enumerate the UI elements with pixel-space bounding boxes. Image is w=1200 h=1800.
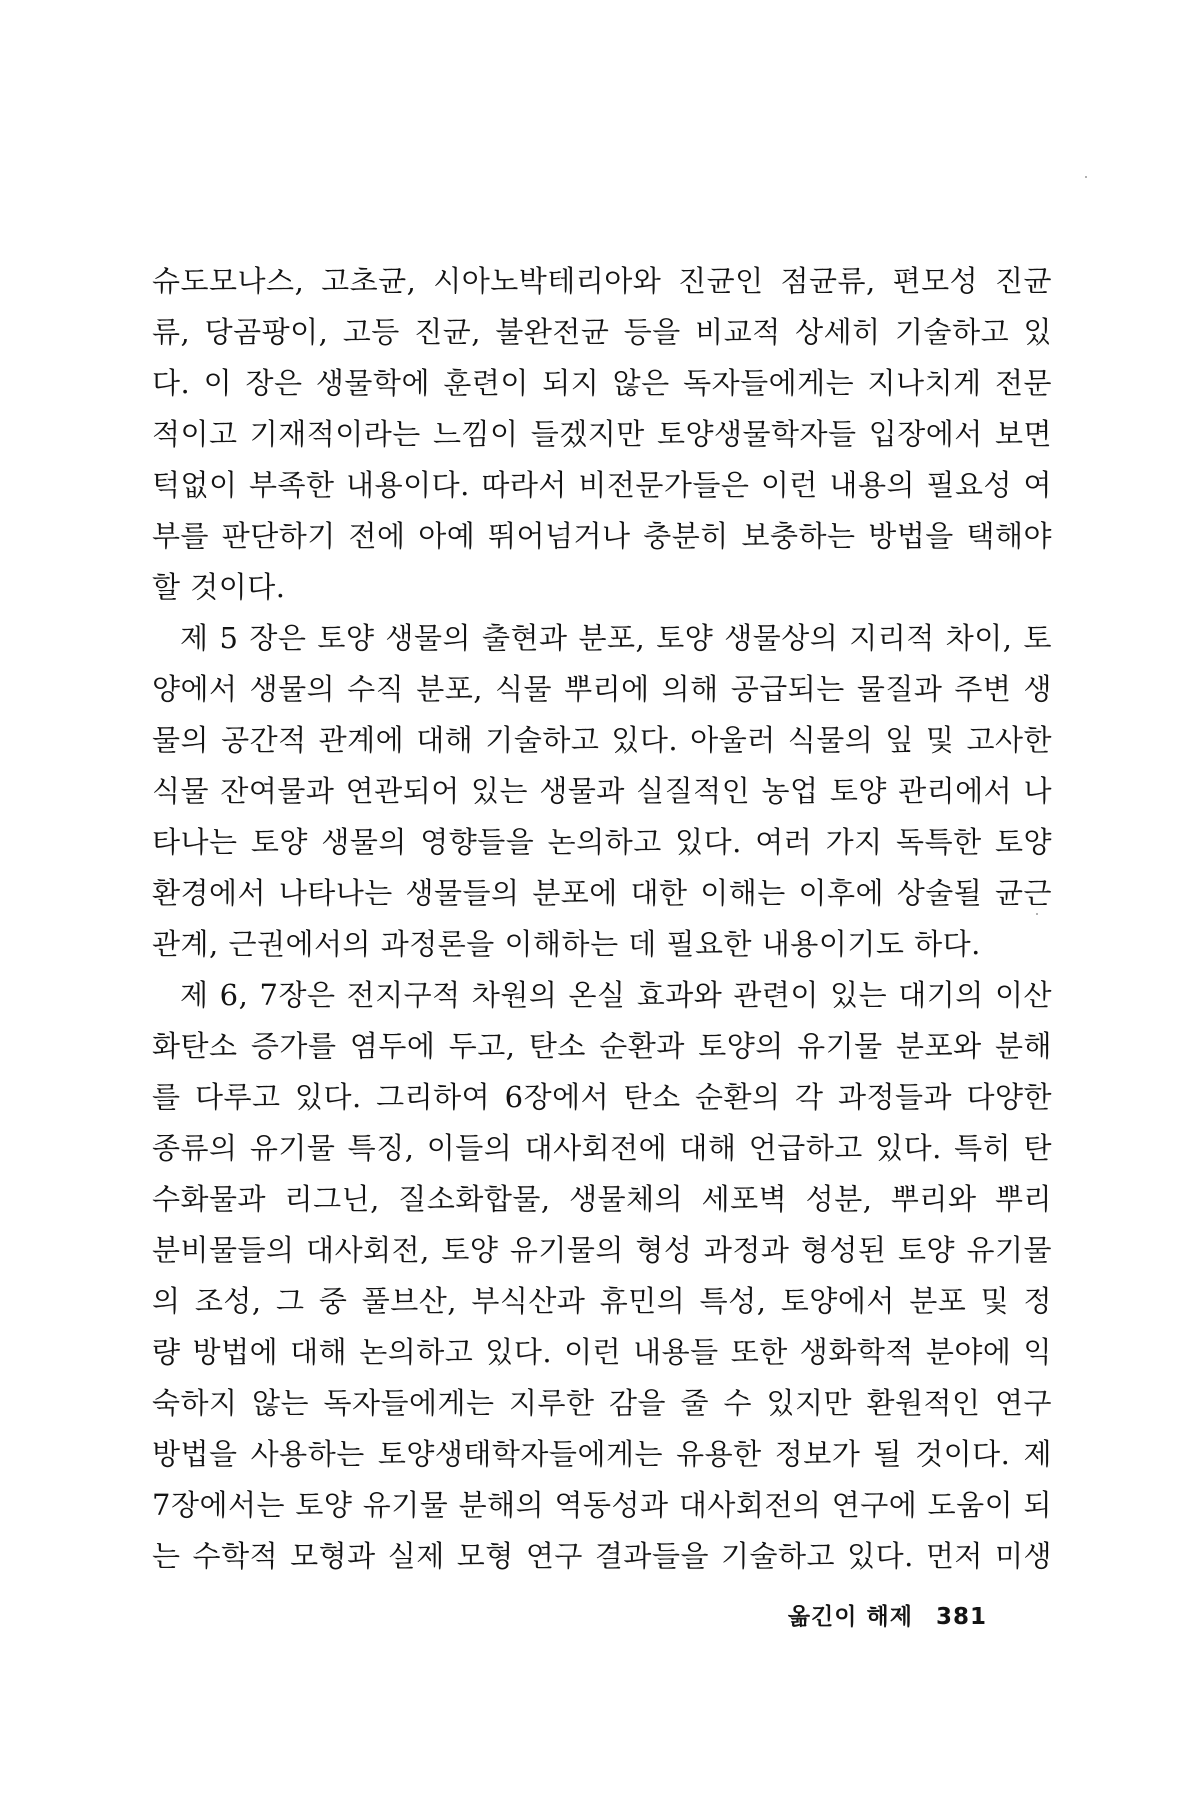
text-line: 의 조성, 그 중 풀브산, 부식산과 휴민의 특성, 토양에서 분포 및 정 <box>152 1284 1052 1318</box>
text-line: 부를 판단하기 전에 아예 뛰어넘거나 충분히 보충하는 방법을 택해야 <box>152 519 1052 553</box>
text-line: 량 방법에 대해 논의하고 있다. 이런 내용들 또한 생화학적 분야에 익 <box>152 1335 1052 1369</box>
text-line: 슈도모나스, 고초균, 시아노박테리아와 진균인 점균류, 편모성 진균 <box>152 264 1052 298</box>
text-line: 화탄소 증가를 염두에 두고, 탄소 순환과 토양의 유기물 분포와 분해 <box>152 1029 1052 1063</box>
text-line: 수화물과 리그닌, 질소화합물, 생물체의 세포벽 성분, 뿌리와 뿌리 <box>152 1182 1052 1216</box>
text-line: 7장에서는 토양 유기물 분해의 역동성과 대사회전의 연구에 도움이 되 <box>152 1488 1052 1522</box>
text-line: 식물 잔여물과 연관되어 있는 생물과 실질적인 농업 토양 관리에서 나 <box>152 774 1052 808</box>
text-line: 물의 공간적 관계에 대해 기술하고 있다. 아울러 식물의 잎 및 고사한 <box>152 723 1052 757</box>
page-footer <box>788 1598 987 1631</box>
text-line: 제 6, 7장은 전지구적 차원의 온실 효과와 관련이 있는 대기의 이산 <box>180 978 1052 1012</box>
text-line: 숙하지 않는 독자들에게는 지루한 감을 줄 수 있지만 환원적인 연구 <box>152 1386 1052 1420</box>
text-line: 방법을 사용하는 토양생태학자들에게는 유용한 정보가 될 것이다. 제 <box>152 1437 1052 1471</box>
text-line: 적이고 기재적이라는 느낌이 들겠지만 토양생물학자들 입장에서 보면 <box>152 417 1052 451</box>
text-line: 분비물들의 대사회전, 토양 유기물의 형성 과정과 형성된 토양 유기물 <box>152 1233 1052 1267</box>
text-line: 제 5 장은 토양 생물의 출현과 분포, 토양 생물상의 지리적 차이, 토 <box>180 621 1052 655</box>
text-line: 할 것이다. <box>152 570 286 604</box>
text-line: 종류의 유기물 특징, 이들의 대사회전에 대해 언급하고 있다. 특히 탄 <box>152 1131 1052 1165</box>
page-number: 381 <box>935 1604 987 1630</box>
paragraph <box>152 613 1052 970</box>
text-line: 턱없이 부족한 내용이다. 따라서 비전문가들은 이런 내용의 필요성 여 <box>152 468 1052 502</box>
text-line: 류, 당곰팡이, 고등 진균, 불완전균 등을 비교적 상세히 기술하고 있 <box>152 315 1052 349</box>
text-line: 양에서 생물의 수직 분포, 식물 뿌리에 의해 공급되는 물질과 주변 생 <box>152 672 1052 706</box>
body-text <box>152 256 1052 1582</box>
text-line: 관계, 근권에서의 과정론을 이해하는 데 필요한 내용이기도 하다. <box>152 927 981 961</box>
text-line: 타나는 토양 생물의 영향들을 논의하고 있다. 여러 가지 독특한 토양 <box>152 825 1052 859</box>
text-line: 는 수학적 모형과 실제 모형 연구 결과들을 기술하고 있다. 먼저 미생 <box>152 1539 1052 1573</box>
text-line: 를 다루고 있다. 그리하여 6장에서 탄소 순환의 각 과정들과 다양한 <box>152 1080 1052 1114</box>
text-line: 다. 이 장은 생물학에 훈련이 되지 않은 독자들에게는 지나치게 전문 <box>152 366 1052 400</box>
scan-speck <box>1036 913 1038 915</box>
paragraph <box>152 970 1052 1582</box>
scan-speck <box>1085 176 1087 178</box>
text-line: 환경에서 나타나는 생물들의 분포에 대한 이해는 이후에 상술될 균근 <box>152 876 1052 910</box>
paragraph <box>152 256 1052 613</box>
running-title: 옮긴이 해제 <box>787 1604 913 1630</box>
